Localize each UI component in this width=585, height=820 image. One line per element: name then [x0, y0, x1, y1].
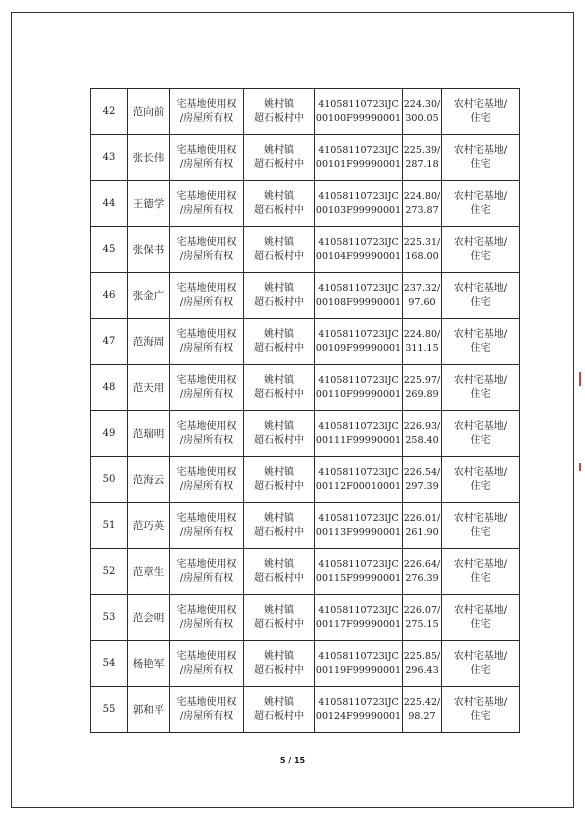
unit-code-cell — [315, 273, 403, 319]
area-cell-line: 226.07/ — [403, 604, 441, 616]
area-cell-line: 225.39/ — [403, 144, 441, 156]
area-cell-line: 276.39 — [405, 572, 439, 584]
unit-code-cell — [315, 319, 403, 365]
right-type-cell-line: /房屋所有权 — [179, 250, 234, 262]
area-cell-line: 224.80/ — [403, 328, 441, 340]
unit-code-cell-line: 41058110723lJC — [318, 512, 399, 524]
area-cell — [403, 687, 442, 733]
row-index-cell: 55 — [91, 687, 128, 733]
right-type-cell-line: 宅基地使用权 — [176, 328, 237, 340]
row-index-cell: 54 — [91, 641, 128, 687]
area-cell — [403, 595, 442, 641]
area-cell — [403, 227, 442, 273]
location-cell-line: 姚村镇 — [264, 604, 294, 616]
table-row — [91, 411, 520, 457]
unit-code-cell-line: 41058110723lJC — [318, 558, 399, 570]
location-cell-line: 姚村镇 — [264, 282, 294, 294]
row-index-cell: 42 — [91, 89, 128, 135]
unit-code-cell — [315, 181, 403, 227]
usage-cell-line: 农村宅基地/ — [453, 190, 508, 202]
unit-code-cell-line: 00101F99990001 — [315, 158, 402, 170]
unit-code-cell-line: 41058110723lJC — [318, 98, 399, 110]
location-cell — [244, 135, 315, 181]
area-cell-line: 168.00 — [405, 250, 439, 262]
owner-name-cell: 范瑞明 — [128, 411, 170, 457]
area-cell-line: 226.01/ — [403, 512, 441, 524]
table-row — [91, 549, 520, 595]
usage-cell-line: 农村宅基地/ — [453, 604, 508, 616]
area-cell-line: 226.93/ — [403, 420, 441, 432]
area-cell-line: 269.89 — [405, 388, 439, 400]
location-cell — [244, 595, 315, 641]
table-row — [91, 365, 520, 411]
location-cell-line: 姚村镇 — [264, 374, 294, 386]
usage-cell-line: 住宅 — [470, 664, 491, 676]
row-index-cell: 48 — [91, 365, 128, 411]
row-index-cell: 51 — [91, 503, 128, 549]
usage-cell-line: 农村宅基地/ — [453, 512, 508, 524]
right-type-cell — [170, 89, 244, 135]
right-type-cell — [170, 595, 244, 641]
location-cell-line: 超石板村中 — [254, 434, 304, 446]
location-cell-line: 超石板村中 — [254, 526, 304, 538]
right-type-cell — [170, 687, 244, 733]
usage-cell — [442, 319, 520, 365]
location-cell-line: 姚村镇 — [264, 696, 294, 708]
right-type-cell — [170, 457, 244, 503]
area-cell — [403, 135, 442, 181]
area-cell — [403, 319, 442, 365]
area-cell-line: 300.05 — [405, 112, 439, 124]
unit-code-cell — [315, 457, 403, 503]
usage-cell-line: 住宅 — [470, 296, 491, 308]
usage-cell-line: 住宅 — [470, 342, 491, 354]
area-cell-line: 98.27 — [408, 710, 436, 722]
table-row — [91, 687, 520, 733]
area-cell-line: 258.40 — [405, 434, 439, 446]
location-cell — [244, 687, 315, 733]
unit-code-cell — [315, 89, 403, 135]
unit-code-cell-line: 41058110723lJC — [318, 374, 399, 386]
area-cell-line: 97.60 — [408, 296, 436, 308]
right-type-cell — [170, 135, 244, 181]
unit-code-cell-line: 00111F99990001 — [315, 434, 402, 446]
unit-code-cell — [315, 227, 403, 273]
area-cell-line: 226.54/ — [403, 466, 441, 478]
right-type-cell — [170, 549, 244, 595]
right-type-cell-line: 宅基地使用权 — [176, 650, 237, 662]
area-cell — [403, 181, 442, 227]
location-cell-line: 姚村镇 — [264, 650, 294, 662]
page-number: 5 / 15 — [279, 756, 306, 765]
right-type-cell-line: /房屋所有权 — [179, 204, 234, 216]
area-cell-line: 261.90 — [405, 526, 439, 538]
row-index-cell: 49 — [91, 411, 128, 457]
unit-code-cell — [315, 641, 403, 687]
usage-cell-line: 住宅 — [470, 480, 491, 492]
location-cell-line: 超石板村中 — [254, 572, 304, 584]
usage-cell-line: 农村宅基地/ — [453, 282, 508, 294]
unit-code-cell-line: 41058110723lJC — [318, 420, 399, 432]
right-type-cell — [170, 227, 244, 273]
right-type-cell-line: /房屋所有权 — [179, 434, 234, 446]
row-index-cell: 46 — [91, 273, 128, 319]
unit-code-cell-line: 00115F99990001 — [315, 572, 402, 584]
unit-code-cell — [315, 135, 403, 181]
right-type-cell-line: 宅基地使用权 — [176, 512, 237, 524]
right-type-cell-line: /房屋所有权 — [179, 342, 234, 354]
location-cell-line: 超石板村中 — [254, 204, 304, 216]
location-cell-line: 姚村镇 — [264, 190, 294, 202]
location-cell — [244, 503, 315, 549]
usage-cell-line: 农村宅基地/ — [453, 558, 508, 570]
usage-cell — [442, 457, 520, 503]
location-cell — [244, 457, 315, 503]
location-cell-line: 超石板村中 — [254, 158, 304, 170]
location-cell-line: 姚村镇 — [264, 98, 294, 110]
usage-cell — [442, 595, 520, 641]
location-cell — [244, 89, 315, 135]
area-cell-line: 311.15 — [405, 342, 439, 354]
table-row — [91, 181, 520, 227]
scan-edge-mark — [579, 372, 581, 386]
unit-code-cell-line: 00103F99990001 — [315, 204, 402, 216]
area-cell-line: 225.42/ — [403, 696, 441, 708]
area-cell-line: 225.97/ — [403, 374, 441, 386]
location-cell-line: 超石板村中 — [254, 112, 304, 124]
usage-cell-line: 农村宅基地/ — [453, 144, 508, 156]
unit-code-cell-line: 41058110723lJC — [318, 604, 399, 616]
location-cell — [244, 365, 315, 411]
unit-code-cell-line: 00100F99990001 — [315, 112, 402, 124]
area-cell — [403, 365, 442, 411]
owner-name-cell: 范向前 — [128, 89, 170, 135]
location-cell — [244, 549, 315, 595]
right-type-cell-line: /房屋所有权 — [179, 526, 234, 538]
unit-code-cell-line: 00108F99990001 — [315, 296, 402, 308]
usage-cell-line: 住宅 — [470, 158, 491, 170]
usage-cell-line: 农村宅基地/ — [453, 236, 508, 248]
area-cell-line: 273.87 — [405, 204, 439, 216]
location-cell-line: 姚村镇 — [264, 558, 294, 570]
area-cell — [403, 273, 442, 319]
location-cell-line: 姚村镇 — [264, 328, 294, 340]
right-type-cell — [170, 411, 244, 457]
area-cell — [403, 503, 442, 549]
right-type-cell-line: 宅基地使用权 — [176, 604, 237, 616]
usage-cell — [442, 181, 520, 227]
unit-code-cell — [315, 411, 403, 457]
location-cell — [244, 181, 315, 227]
usage-cell-line: 农村宅基地/ — [453, 374, 508, 386]
location-cell — [244, 227, 315, 273]
right-type-cell — [170, 273, 244, 319]
location-cell-line: 超石板村中 — [254, 664, 304, 676]
table-row — [91, 135, 520, 181]
owner-name-cell: 张长伟 — [128, 135, 170, 181]
right-type-cell-line: 宅基地使用权 — [176, 98, 237, 110]
unit-code-cell-line: 00110F99990001 — [315, 388, 402, 400]
location-cell-line: 姚村镇 — [264, 236, 294, 248]
right-type-cell-line: /房屋所有权 — [179, 710, 234, 722]
unit-code-cell-line: 00117F99990001 — [315, 618, 402, 630]
usage-cell-line: 住宅 — [470, 618, 491, 630]
owner-name-cell: 范章生 — [128, 549, 170, 595]
owner-name-cell: 范巧英 — [128, 503, 170, 549]
right-type-cell — [170, 319, 244, 365]
unit-code-cell-line: 41058110723lJC — [318, 466, 399, 478]
area-cell-line: 226.64/ — [403, 558, 441, 570]
unit-code-cell-line: 00113F99990001 — [315, 526, 402, 538]
location-cell-line: 超石板村中 — [254, 388, 304, 400]
area-cell — [403, 411, 442, 457]
owner-name-cell: 杨艳军 — [128, 641, 170, 687]
area-cell — [403, 641, 442, 687]
row-index-cell: 50 — [91, 457, 128, 503]
location-cell-line: 姚村镇 — [264, 420, 294, 432]
usage-cell-line: 农村宅基地/ — [453, 650, 508, 662]
row-index-cell: 43 — [91, 135, 128, 181]
unit-code-cell-line: 41058110723lJC — [318, 696, 399, 708]
location-cell-line: 姚村镇 — [264, 512, 294, 524]
area-cell-line: 237.32/ — [403, 282, 441, 294]
unit-code-cell — [315, 595, 403, 641]
location-cell-line: 姚村镇 — [264, 466, 294, 478]
usage-cell-line: 住宅 — [470, 112, 491, 124]
location-cell-line: 超石板村中 — [254, 710, 304, 722]
scan-edge-mark — [579, 463, 581, 471]
location-cell-line: 超石板村中 — [254, 250, 304, 262]
unit-code-cell-line: 00119F99990001 — [315, 664, 402, 676]
area-cell-line: 224.30/ — [403, 98, 441, 110]
unit-code-cell-line: 41058110723lJC — [318, 328, 399, 340]
owner-name-cell: 范海周 — [128, 319, 170, 365]
usage-cell — [442, 89, 520, 135]
location-cell-line: 超石板村中 — [254, 296, 304, 308]
unit-code-cell — [315, 365, 403, 411]
row-index-cell: 47 — [91, 319, 128, 365]
owner-name-cell: 范海云 — [128, 457, 170, 503]
right-type-cell-line: 宅基地使用权 — [176, 420, 237, 432]
usage-cell — [442, 503, 520, 549]
right-type-cell-line: /房屋所有权 — [179, 480, 234, 492]
property-record-table — [90, 88, 520, 733]
area-cell — [403, 549, 442, 595]
usage-cell — [442, 641, 520, 687]
table-row — [91, 457, 520, 503]
usage-cell-line: 农村宅基地/ — [453, 466, 508, 478]
right-type-cell-line: /房屋所有权 — [179, 112, 234, 124]
unit-code-cell — [315, 549, 403, 595]
table-body — [91, 89, 520, 733]
usage-cell-line: 农村宅基地/ — [453, 328, 508, 340]
usage-cell-line: 住宅 — [470, 250, 491, 262]
location-cell-line: 超石板村中 — [254, 342, 304, 354]
location-cell — [244, 273, 315, 319]
right-type-cell-line: 宅基地使用权 — [176, 282, 237, 294]
usage-cell — [442, 687, 520, 733]
usage-cell — [442, 365, 520, 411]
unit-code-cell-line: 00104F99990001 — [315, 250, 402, 262]
right-type-cell — [170, 503, 244, 549]
unit-code-cell-line: 00109F99990001 — [315, 342, 402, 354]
table-row — [91, 503, 520, 549]
unit-code-cell-line: 41058110723lJC — [318, 236, 399, 248]
right-type-cell-line: 宅基地使用权 — [176, 466, 237, 478]
unit-code-cell — [315, 687, 403, 733]
usage-cell-line: 住宅 — [470, 526, 491, 538]
right-type-cell-line: 宅基地使用权 — [176, 558, 237, 570]
area-cell-line: 224.80/ — [403, 190, 441, 202]
usage-cell-line: 住宅 — [470, 434, 491, 446]
row-index-cell: 44 — [91, 181, 128, 227]
usage-cell — [442, 227, 520, 273]
right-type-cell-line: /房屋所有权 — [179, 158, 234, 170]
right-type-cell-line: 宅基地使用权 — [176, 374, 237, 386]
area-cell-line: 297.39 — [405, 480, 439, 492]
location-cell-line: 姚村镇 — [264, 144, 294, 156]
location-cell — [244, 641, 315, 687]
right-type-cell — [170, 365, 244, 411]
row-index-cell: 45 — [91, 227, 128, 273]
location-cell — [244, 411, 315, 457]
area-cell-line: 287.18 — [405, 158, 439, 170]
location-cell-line: 超石板村中 — [254, 618, 304, 630]
table-row — [91, 89, 520, 135]
location-cell — [244, 319, 315, 365]
usage-cell-line: 住宅 — [470, 572, 491, 584]
unit-code-cell-line: 41058110723lJC — [318, 282, 399, 294]
right-type-cell-line: /房屋所有权 — [179, 618, 234, 630]
unit-code-cell-line: 41058110723lJC — [318, 144, 399, 156]
usage-cell — [442, 273, 520, 319]
usage-cell — [442, 135, 520, 181]
owner-name-cell: 范会明 — [128, 595, 170, 641]
right-type-cell — [170, 181, 244, 227]
right-type-cell — [170, 641, 244, 687]
area-cell-line: 275.15 — [405, 618, 439, 630]
owner-name-cell: 王德学 — [128, 181, 170, 227]
usage-cell-line: 农村宅基地/ — [453, 696, 508, 708]
usage-cell — [442, 549, 520, 595]
row-index-cell: 53 — [91, 595, 128, 641]
right-type-cell-line: /房屋所有权 — [179, 388, 234, 400]
owner-name-cell: 张保书 — [128, 227, 170, 273]
table-row — [91, 641, 520, 687]
right-type-cell-line: 宅基地使用权 — [176, 144, 237, 156]
unit-code-cell — [315, 503, 403, 549]
unit-code-cell-line: 00112F00010001 — [315, 480, 402, 492]
right-type-cell-line: 宅基地使用权 — [176, 696, 237, 708]
row-index-cell: 52 — [91, 549, 128, 595]
location-cell-line: 超石板村中 — [254, 480, 304, 492]
area-cell-line: 225.85/ — [403, 650, 441, 662]
unit-code-cell-line: 41058110723lJC — [318, 190, 399, 202]
usage-cell-line: 住宅 — [470, 388, 491, 400]
right-type-cell-line: /房屋所有权 — [179, 664, 234, 676]
area-cell — [403, 89, 442, 135]
usage-cell-line: 农村宅基地/ — [453, 98, 508, 110]
right-type-cell-line: /房屋所有权 — [179, 296, 234, 308]
usage-cell-line: 住宅 — [470, 710, 491, 722]
unit-code-cell-line: 41058110723lJC — [318, 650, 399, 662]
usage-cell — [442, 411, 520, 457]
usage-cell-line: 农村宅基地/ — [453, 420, 508, 432]
unit-code-cell-line: 00124F99990001 — [315, 710, 402, 722]
owner-name-cell: 张金广 — [128, 273, 170, 319]
table-row — [91, 273, 520, 319]
usage-cell-line: 住宅 — [470, 204, 491, 216]
owner-name-cell: 郭和平 — [128, 687, 170, 733]
right-type-cell-line: /房屋所有权 — [179, 572, 234, 584]
table-row — [91, 227, 520, 273]
owner-name-cell: 范天用 — [128, 365, 170, 411]
right-type-cell-line: 宅基地使用权 — [176, 190, 237, 202]
area-cell — [403, 457, 442, 503]
area-cell-line: 225.31/ — [403, 236, 441, 248]
area-cell-line: 296.43 — [405, 664, 439, 676]
table-row — [91, 595, 520, 641]
right-type-cell-line: 宅基地使用权 — [176, 236, 237, 248]
table-row — [91, 319, 520, 365]
